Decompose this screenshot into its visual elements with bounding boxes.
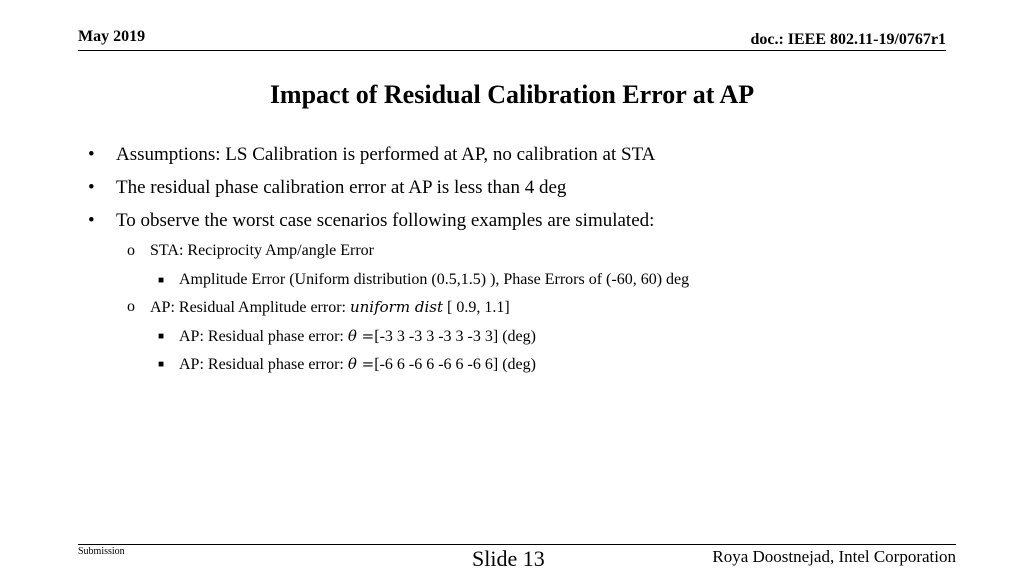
header-date: May 2019 — [78, 28, 146, 45]
math-expression: θ = — [347, 327, 375, 345]
square-bullet-marker: ■ — [158, 359, 165, 370]
text-prefix: AP: Residual phase error: — [179, 356, 348, 373]
bullet-text: Assumptions: LS Calibration is performed at AP, no calibration at STA — [116, 144, 656, 165]
sub-bullet-marker: o — [127, 242, 135, 259]
sub-sub-bullet-text — [179, 327, 536, 346]
sub-sub-bullet-text — [179, 355, 536, 374]
text-suffix: [-3 3 -3 3 -3 3 -3 3] (deg) — [374, 328, 536, 345]
bullet-marker: • — [88, 144, 95, 165]
footer-slide-number: Slide 13 — [472, 546, 545, 571]
footer-author: Roya Doostnejad, Intel Corporation — [712, 547, 956, 566]
bullet-marker: • — [88, 177, 95, 198]
header-divider — [78, 50, 946, 51]
bullet-text: To observe the worst case scenarios following examples are simulated: — [116, 210, 655, 231]
sub-bullet-marker: o — [127, 298, 135, 315]
footer-divider — [78, 544, 956, 545]
square-bullet-marker: ■ — [158, 331, 165, 342]
sub-bullet-text: STA: Reciprocity Amp/angle Error — [150, 242, 374, 259]
text-suffix: [-6 6 -6 6 -6 6 -6 6] (deg) — [374, 356, 536, 373]
math-expression: θ = — [347, 355, 375, 373]
footer-submission: Submission — [78, 546, 125, 557]
square-bullet-marker: ■ — [158, 275, 165, 286]
math-expression: uniform dist — [349, 298, 443, 316]
text-prefix: AP: Residual phase error: — [179, 328, 348, 345]
bullet-marker: • — [88, 210, 95, 231]
sub-bullet-text — [150, 298, 510, 317]
bullet-text: The residual phase calibration error at AP is less than 4 deg — [116, 177, 567, 198]
header-doc-id: doc.: IEEE 802.11-19/0767r1 — [750, 31, 946, 48]
sub-sub-bullet-text: Amplitude Error (Uniform distribution (0.5,1.5) ), Phase Errors of (-60, 60) deg — [179, 271, 690, 288]
text-prefix: AP: Residual Amplitude error: — [150, 299, 350, 316]
slide-title: Impact of Residual Calibration Error at AP — [269, 80, 755, 109]
text-suffix: [ 0.9, 1.1] — [442, 299, 510, 316]
